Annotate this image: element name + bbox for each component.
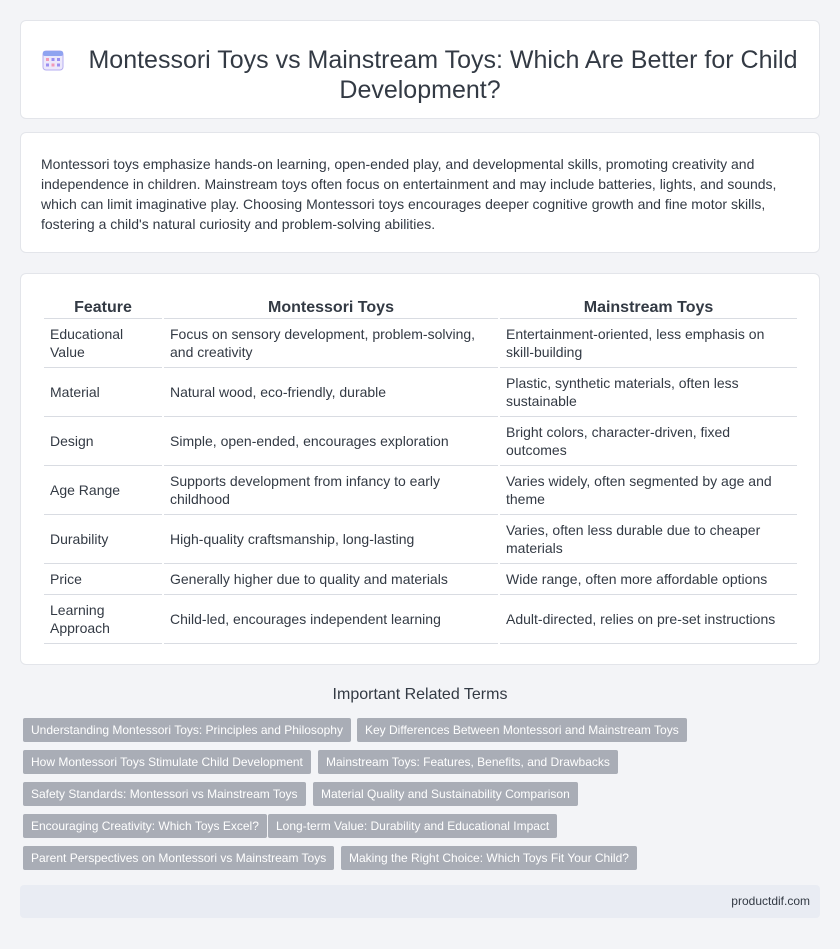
table-row <box>44 466 797 515</box>
table-cell-montessori: Focus on sensory development, problem-solving, and creativity <box>164 319 498 368</box>
footer <box>20 885 820 918</box>
comparison-card <box>20 273 820 665</box>
header-card <box>20 20 820 119</box>
related-term-link[interactable]: Making the Right Choice: Which Toys Fit Your Child? <box>341 846 637 870</box>
table-header-row <box>44 298 797 319</box>
table-cell-montessori: Simple, open-ended, encourages exploration <box>164 417 498 466</box>
table-cell-feature: Educational Value <box>44 319 162 368</box>
table-row <box>44 417 797 466</box>
table-cell-feature: Material <box>44 368 162 417</box>
footer-site-name: productdif.com <box>731 894 810 908</box>
comparison-table <box>42 298 799 644</box>
table-cell-feature: Design <box>44 417 162 466</box>
table-row <box>44 515 797 564</box>
table-cell-feature: Durability <box>44 515 162 564</box>
related-term-link[interactable]: Safety Standards: Montessori vs Mainstream Toys <box>23 782 306 806</box>
header <box>21 45 819 105</box>
column-header-mainstream: Mainstream Toys <box>500 298 797 319</box>
page-title: Montessori Toys vs Mainstream Toys: Which Are Better for Child Development? <box>88 46 798 104</box>
column-header-montessori: Montessori Toys <box>164 298 498 319</box>
table-cell-mainstream: Varies widely, often segmented by age and theme <box>500 466 797 515</box>
table-row <box>44 319 797 368</box>
related-term-link[interactable]: Encouraging Creativity: Which Toys Excel? <box>23 814 267 838</box>
intro-card <box>20 132 820 253</box>
related-term-link[interactable]: Mainstream Toys: Features, Benefits, and Drawbacks <box>318 750 618 774</box>
related-term-link[interactable]: Material Quality and Sustainability Comparison <box>313 782 578 806</box>
column-header-feature: Feature <box>44 298 162 319</box>
table-cell-mainstream: Bright colors, character-driven, fixed outcomes <box>500 417 797 466</box>
related-terms-heading: Important Related Terms <box>332 686 508 703</box>
table-cell-montessori: Natural wood, eco-friendly, durable <box>164 368 498 417</box>
table-row <box>44 595 797 644</box>
related-term-link[interactable]: Understanding Montessori Toys: Principles and Philosophy <box>23 718 351 742</box>
table-cell-mainstream: Plastic, synthetic materials, often less sustainable <box>500 368 797 417</box>
table-cell-montessori: Child-led, encourages independent learning <box>164 595 498 644</box>
related-term-link[interactable]: Key Differences Between Montessori and Mainstream Toys <box>357 718 687 742</box>
table-cell-mainstream: Entertainment-oriented, less emphasis on skill-building <box>500 319 797 368</box>
table-cell-mainstream: Wide range, often more affordable options <box>500 564 797 595</box>
table-cell-montessori: Generally higher due to quality and materials <box>164 564 498 595</box>
table-cell-montessori: Supports development from infancy to early childhood <box>164 466 498 515</box>
table-row <box>44 368 797 417</box>
table-cell-mainstream: Varies, often less durable due to cheaper materials <box>500 515 797 564</box>
table-cell-feature: Age Range <box>44 466 162 515</box>
table-row <box>44 564 797 595</box>
table-cell-montessori: High-quality craftsmanship, long-lasting <box>164 515 498 564</box>
related-term-link[interactable]: Parent Perspectives on Montessori vs Mainstream Toys <box>23 846 334 870</box>
calendar-grid-icon <box>42 49 64 71</box>
related-term-link[interactable]: Long-term Value: Durability and Educational Impact <box>268 814 557 838</box>
intro-paragraph: Montessori toys emphasize hands-on learning, open-ended play, and developmental skills, promoting creativity and independence in children. Mainstream toys often focus on entertainment and may include batteries, lights, and sounds, which can limit imaginative play. Choosing Montessori toys encourages deeper cognitive growth and fine motor skills, fostering a child's natural curiosity and problem-solving abilities. <box>41 156 777 232</box>
table-cell-feature: Learning Approach <box>44 595 162 644</box>
table-cell-feature: Price <box>44 564 162 595</box>
table-cell-mainstream: Adult-directed, relies on pre-set instructions <box>500 595 797 644</box>
related-term-link[interactable]: How Montessori Toys Stimulate Child Development <box>23 750 311 774</box>
